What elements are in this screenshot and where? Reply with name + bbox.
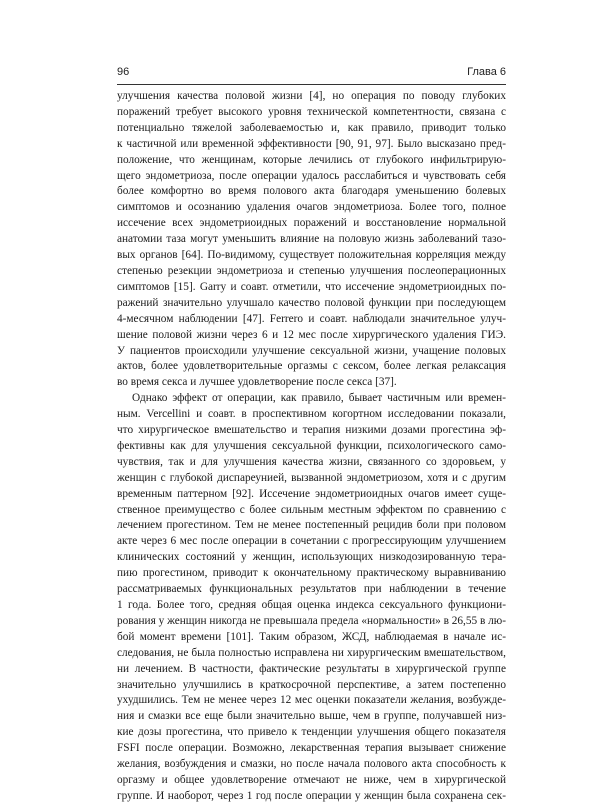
text-line: ния и смазки все еще были значительно выше, чем в группе, получавшей низ-: [117, 710, 506, 723]
paragraph: [117, 89, 506, 391]
text-line: У пациентов происходили улучшение сексуальной жизни, учащение половых: [117, 344, 506, 357]
text-line: FSFI после операции. Возможно, лекарственная терапия вызывает снижение: [117, 742, 506, 755]
text-line: фективны как для улучшения сексуальной функции, психологического само-: [117, 439, 506, 452]
text-line: оргазму и общее удовлетворение отмечают не ниже, чем в хирургической: [117, 773, 506, 786]
text-line: иссечение всех эндометриоидных поражений и восстановление нормальной: [117, 217, 506, 230]
text-line: улучшения качества половой жизни [4], но операция по поводу глубоких: [117, 90, 506, 102]
header-rule: [117, 84, 506, 85]
text-line: что хирургическое вмешательство и терапия низкими дозами прогестина эф-: [117, 424, 506, 437]
text-line: ражений значительно улучшало качество половой функции при последующем: [117, 296, 506, 309]
paragraph: [117, 391, 506, 805]
text-line: желания, возбуждения и смазки, но после начала полового акта способность к: [117, 758, 506, 771]
text-line: поражений требует высокого уровня технической компетентности, связана с: [117, 105, 506, 118]
text-line: актов, более удовлетворительные оргазмы с сексом, более легкая релаксация: [117, 360, 506, 373]
chapter-label: Глава 6: [467, 66, 506, 78]
text-line: группе. И наоборот, через 1 год после операции у женщин была сохранена сек-: [117, 789, 506, 802]
text-line: анатомии таза могут уменьшить влияние на половую жизнь заболеваний тазо-: [117, 233, 506, 246]
text-line: рования у женщин никогда не превышала предела «нормальности» в 26,55 в лю-: [117, 614, 506, 627]
text-line: к частичной или временной эффективности [90, 91, 97]. Было высказано пред-: [117, 137, 506, 150]
text-line: акте через 6 мес после операции в сочетании с прогрессирующим улучшением: [117, 535, 506, 548]
text-line: ным. Vercellini и соавт. в проспективном когортном исследовании показали,: [117, 408, 506, 421]
text-line: шение половой жизни через 6 и 12 мес после хирургического удаления ГИЭ.: [117, 328, 506, 341]
text-line: во время секса и лучшее удовлетворение после секса [37].: [117, 376, 397, 389]
text-line: ни лечением. В частности, фактические результаты в хирургической группе: [117, 662, 506, 675]
text-line: симптомов [15]. Garry и соавт. отметили, что иссечение эндометриоидных по-: [117, 280, 506, 293]
text-line: клинических состояний у женщин, использующих низкодозированную тера-: [117, 551, 506, 564]
text-line: женщин с глубокой диспареунией, вызванной эндометриозом, хотя и с другим: [117, 471, 506, 484]
running-header: [117, 66, 506, 84]
text-line: следования, не была полностью исправлена ни хирургическим вмешательством,: [117, 646, 506, 659]
text-line: пию прогестином, приводит к окончательному практическому выравниванию: [117, 567, 506, 580]
text-line: Однако эффект от операции, как правило, бывает частичным или времен-: [132, 392, 506, 405]
text-line: ухудшились. Тем не менее через 12 мес оценки показатели желания, возбужде-: [117, 694, 506, 707]
text-line: кие дозы прогестина, что привело к тенденции улучшения общего показателя: [117, 726, 506, 739]
text-line: положение, что женщинам, которые лечились от глубокого инфильтрирую-: [117, 153, 506, 166]
text-line: потенциально тяжелой заболеваемостью и, как правило, приводит только: [117, 121, 506, 134]
text-line: степенью резекции эндометриоза и степенью улучшения послеоперационных: [117, 264, 506, 277]
text-line: бой момент времени [101]. Таким образом, ЖСД, наблюдаемая в начале ис-: [117, 630, 506, 643]
text-line: временным паттерном [92]. Иссечение эндометриоидных очагов имеет суще-: [117, 487, 506, 500]
text-line: значительно улучшились в краткосрочной перспективе, а затем постепенно: [117, 678, 506, 691]
text-line: лечением прогестином. Тем не менее постепенный рецидив боли при половом: [117, 519, 506, 532]
text-line: вых органов [64]. По-видимому, существует положительная корреляция между: [117, 249, 506, 262]
text-line: 4-месячном наблюдении [47]. Ferrero и соавт. наблюдали значительное улуч-: [117, 312, 506, 325]
text-line: щего эндометриоза, после операции удалось расслабиться и чувствовать себя: [117, 169, 506, 182]
page-number: 96: [117, 66, 130, 78]
body-text: [117, 89, 506, 805]
text-line: более комфортно во время полового акта благодаря уменьшению болевых: [117, 185, 506, 198]
text-line: ственное преимущество с более сильным местным эффектом по сравнению с: [117, 503, 506, 516]
text-line: рассматриваемых функциональных результатов при наблюдении в течение: [117, 583, 506, 596]
text-line: 1 года. Более того, средняя общая оценка индекса сексуального функциони-: [117, 599, 506, 611]
text-line: симптомов и осознанию удаления очагов эндометриоза. Более того, полное: [117, 201, 506, 214]
text-line: чувствия, так и для улучшения качества жизни, связанного со здоровьем, у: [117, 455, 506, 468]
